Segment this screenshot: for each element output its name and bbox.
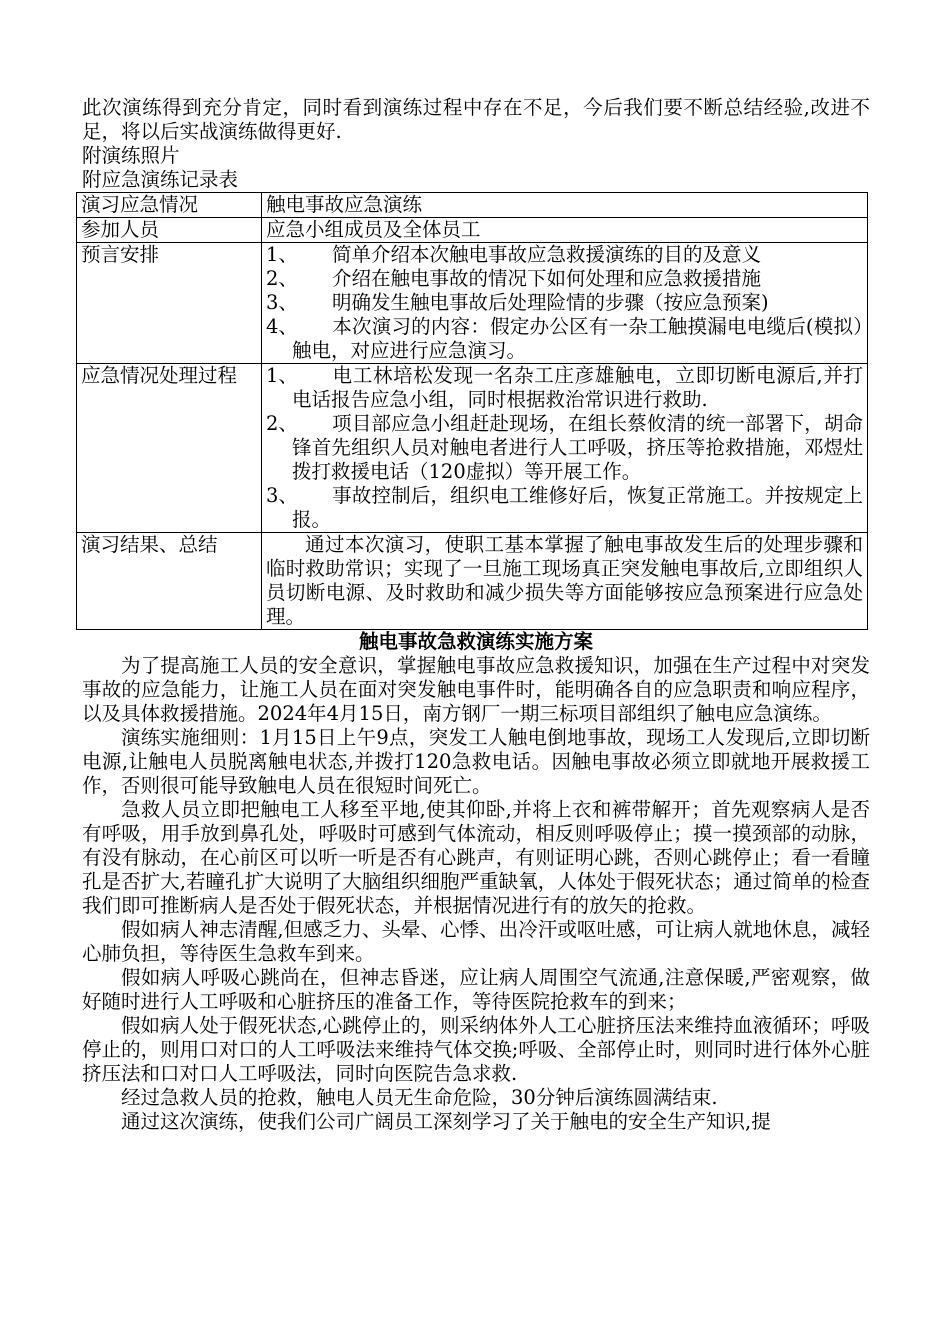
item-text: 事故控制后，组织电工维修好后，恢复正常施工。并按规定上报。 [292,484,863,531]
item-number: 2、 [266,267,298,290]
plan-item [266,291,863,315]
item-text: 项目部应急小组赶赴现场，在组长蔡攸清的统一部署下，胡命锋首先组织人员对触电者进行人工呼吸，挤压等抢救措施，邓煜灶拨打救援电话（120虚拟）等开展工作。 [292,412,863,483]
table-row-plan [77,243,868,364]
item-text: 简单介绍本次触电事故应急救援演练的目的及意义 [332,243,762,266]
body-paragraph: 演练实施细则：1月15日上午9点，突发工人触电倒地事故，现场工人发现后,立即切断电源,让触电人员脱离触电状态,并拨打120急救电话。因触电事故必须立即就地开展救援工作，否则很可能导致触电人员在很短时间死亡。 [82,726,870,797]
table-row [77,218,868,243]
body-paragraph: 经过急救人员的抢救，触电人员无生命危险，30分钟后演练圆满结束. [121,1086,718,1109]
row-key: 预言安排 [77,243,262,364]
table-row-result [77,533,868,630]
process-item [266,412,863,484]
plan-item [266,267,863,291]
row-value: 触电事故应急演练 [262,193,868,218]
plan-item [266,243,863,267]
result-text: 通过本次演习，使职工基本掌握了触电事故发生后的处理步骤和临时救助常识；实现了一旦施工现场真正突发触电事故后,立即组织人员切断电源、及时救助和减少损失等方面能够按应急预案进行应急处理。 [262,533,868,630]
summary-paragraph: 此次演练得到充分肯定，同时看到演练过程中存在不足，今后我们要不断总结经验,改进不足，将以后实战演练做得更好. [82,96,870,143]
process-items [262,364,868,533]
body-paragraph: 为了提高施工人员的安全意识，掌握触电事故应急救援知识，加强在生产过程中对突发事故的应急能力，让施工人员在面对突发触电事件时，能明确各自的应急职责和响应程序，以及具体救援措施。2024年4月15日，南方钢厂一期三标项目部组织了触电应急演练。 [82,654,870,725]
document-content [82,96,870,1134]
row-key: 演习应急情况 [77,193,262,218]
body-paragraph: 假如病人神志清醒,但感乏力、头晕、心悸、出冷汗或呕吐感，可让病人就地休息，减轻心肺负担，等待医生急救车到来。 [82,918,870,965]
item-text: 明确发生触电事故后处理险情的步骤（按应急预案) [332,291,769,314]
row-value: 应急小组成员及全体员工 [262,218,868,243]
item-number: 1、 [266,243,298,266]
plan-item [266,315,863,363]
item-text: 介绍在触电事故的情况下如何处理和应急救援措施 [332,267,762,290]
row-key: 应急情况处理过程 [77,364,262,533]
body-paragraph: 假如病人呼吸心跳尚在，但神志昏迷，应让病人周围空气流通,注意保暖,严密观察，做好随时进行人工呼吸和心脏挤压的准备工作，等待医院抢救车的到来； [82,966,870,1013]
plan-title: 触电事故急救演练实施方案 [358,630,593,653]
plan-items [262,243,868,364]
process-item [266,364,863,412]
item-text: 本次演习的内容：假定办公区有一杂工触摸漏电电缆后(模拟）触电，对应进行应急演习。 [292,315,863,362]
attach-photos-line: 附演练照片 [82,144,180,167]
table-row [77,193,868,218]
row-key: 演习结果、总结 [77,533,262,630]
item-number: 2、 [266,412,298,435]
process-item [266,484,863,532]
body-paragraph: 假如病人处于假死状态,心跳停止的，则采纳体外人工心脏挤压法来维持血液循环；呼吸停止的，则用口对口的人工呼吸法来维持气体交换;呼吸、全部停止时，则同时进行体外心脏挤压法和口对口人工呼吸法，同时向医院告急求救. [82,1014,870,1085]
attach-record-line: 附应急演练记录表 [82,168,239,191]
item-number: 3、 [266,291,298,314]
item-number: 1、 [266,364,298,387]
intro-section [82,96,870,192]
item-number: 4、 [266,315,298,338]
body-paragraph: 通过这次演练，使我们公司广阔员工深刻学习了关于触电的安全生产知识,提 [121,1110,771,1133]
item-number: 3、 [266,484,298,507]
row-key: 参加人员 [77,218,262,243]
table-row-process [77,364,868,533]
item-text: 电工林培松发现一名杂工庄彦雄触电，立即切断电源后,并打电话报告应急小组，同时根据救治常识进行救助. [292,364,863,411]
plan-body [82,654,870,1134]
drill-record-table [76,192,868,630]
body-paragraph: 急救人员立即把触电工人移至平地,使其仰卧,并将上衣和裤带解开；首先观察病人是否有呼吸，用手放到鼻孔处，呼吸时可感到气体流动，相反则呼吸停止；摸一摸颈部的动脉，有没有脉动，在心前区可以听一听是否有心跳声，有则证明心跳，否则心跳停止；看一看瞳孔是否扩大,若瞳孔扩大说明了大脑组织细胞严重缺氧，人体处于假死状态；通过简单的检查我们即可推断病人是否处于假死状态，并根据情况进行有的放矢的抢救。 [82,798,870,917]
